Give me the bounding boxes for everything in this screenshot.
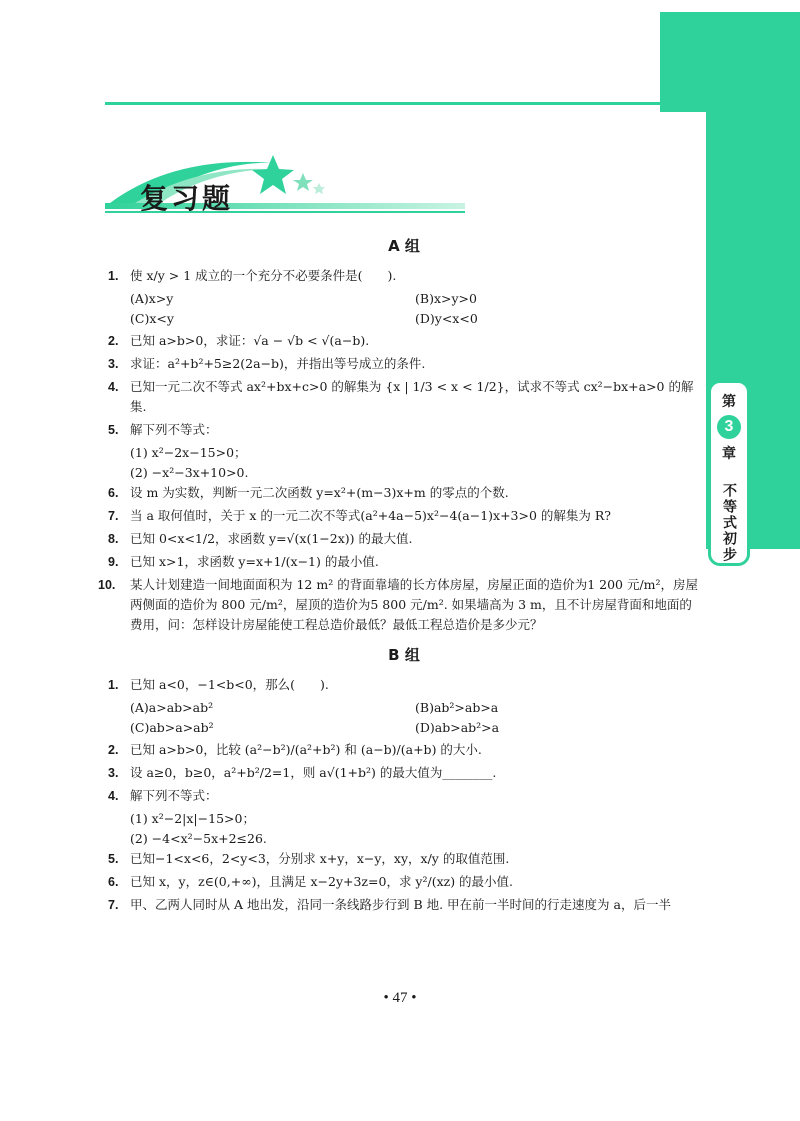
sub-item: (2) −4<x²−5x+2≤26. [130, 831, 267, 846]
problem-number: 7. [108, 898, 119, 912]
option: (B)ab²>ab>a [415, 700, 499, 715]
problem-content [98, 232, 700, 918]
options-a1 [108, 289, 700, 329]
group-b-title: B 组 [388, 646, 420, 664]
small-star-icon [313, 183, 325, 194]
problem-number: 6. [108, 875, 119, 889]
option: (A)x>y [130, 291, 174, 306]
option: (B)x>y>0 [415, 291, 477, 306]
options-b1 [108, 698, 700, 738]
problem-text: 已知 a<0，−1<b<0，那么( ). [130, 677, 329, 692]
problem-text: 解下列不等式： [130, 788, 218, 803]
problem-b2 [108, 740, 700, 760]
problem-text: 求证：a²+b²+5≥2(2a−b)，并指出等号成立的条件. [130, 356, 426, 371]
sub-item: (1) x²−2|x|−15>0； [130, 811, 255, 826]
option: (A)a>ab>ab² [130, 700, 214, 715]
problem-number: 4. [108, 789, 119, 803]
problem-number: 1. [108, 678, 119, 692]
problem-b5 [108, 849, 700, 869]
problem-b3 [108, 763, 700, 783]
problem-a10 [98, 575, 700, 635]
group-a-title: A 组 [388, 237, 420, 255]
chapter-title: 不等式初步 [721, 483, 737, 563]
option: (D)ab>ab²>a [415, 720, 500, 735]
medium-star-icon [293, 173, 313, 191]
problem-text: 已知 x>1，求函数 y=x+1/(x−1) 的最小值. [130, 554, 379, 569]
problem-number: 3. [108, 766, 119, 780]
problem-number: 2. [108, 334, 119, 348]
sub-item: (2) −x²−3x+10>0. [130, 465, 249, 480]
problem-number: 5. [108, 852, 119, 866]
problem-a4 [108, 377, 700, 417]
problem-number: 10. [98, 578, 116, 592]
problem-a2 [108, 331, 700, 351]
problem-text: 已知 a>b>0，求证：√a − √b < √(a−b). [130, 333, 370, 348]
problem-text: 某人计划建造一间地面面积为 12 m² 的背面靠墙的长方体房屋，房屋正面的造价为1 200 元/m²，房屋两侧面的造价为 800 元/m²，屋顶的造价为5 800 元/m². 如果墙高为 3 m，且不计房屋背面和地面的费用，问：怎样设计房屋能使工程总造价最低？最低工程总造价是多少元？ [130, 577, 699, 632]
problem-b4 [108, 786, 700, 806]
problem-number: 4. [108, 380, 119, 394]
problem-text: 设 m 为实数，判断一元二次函数 y=x²+(m−3)x+m 的零点的个数. [130, 485, 509, 500]
problem-b6 [108, 872, 700, 892]
problem-a6 [108, 483, 700, 503]
problem-text: 已知 a>b>0，比较 (a²−b²)/(a²+b²) 和 (a−b)/(a+b) 的大小. [130, 742, 482, 757]
problem-number: 8. [108, 532, 119, 546]
problem-number: 7. [108, 509, 119, 523]
sub-item: (1) x²−2x−15>0； [130, 445, 247, 460]
chapter-prefix: 第 [722, 394, 736, 410]
page-number: • 47 • [383, 990, 417, 1006]
problem-a5 [108, 420, 700, 440]
problem-text: 当 a 取何值时，关于 x 的一元二次不等式(a²+4a−5)x²−4(a−1)x+3>0 的解集为 R? [130, 508, 612, 523]
chapter-tab [708, 380, 750, 566]
problem-a3 [108, 354, 700, 374]
top-frame-line [105, 102, 700, 105]
problem-a1 [108, 266, 700, 286]
problem-text: 解下列不等式： [130, 422, 218, 437]
problem-text: 甲、乙两人同时从 A 地出发，沿同一条线路步行到 B 地. 甲在前一半时间的行走速度为 a，后一半 [130, 897, 671, 912]
side-frame-line [717, 130, 720, 380]
section-title: 复习题 [140, 182, 234, 215]
top-corner-band [660, 12, 800, 112]
problem-text: 已知一元二次不等式 ax²+bx+c>0 的解集为 {x | 1/3 < x < 1/2}，试求不等式 cx²−bx+a>0 的解集. [130, 379, 694, 414]
chapter-suffix: 章 [722, 446, 736, 462]
problem-number: 5. [108, 423, 119, 437]
problem-number: 9. [108, 555, 119, 569]
problem-text: 使 x/y > 1 成立的一个充分不必要条件是( ). [130, 268, 397, 283]
big-star-icon [252, 155, 294, 194]
problem-number: 3. [108, 357, 119, 371]
problem-a8 [108, 529, 700, 549]
problem-text: 已知 x，y，z∈(0,+∞)，且满足 x−2y+3z=0，求 y²/(xz) 的最小值. [130, 874, 514, 889]
problem-b7 [108, 895, 700, 915]
problem-b1 [108, 675, 700, 695]
problem-text: 已知−1<x<6，2<y<3，分别求 x+y，x−y，xy，x/y 的取值范围. [130, 851, 510, 866]
problem-a9 [108, 552, 700, 572]
problem-number: 1. [108, 269, 119, 283]
option: (D)y<x<0 [415, 311, 478, 326]
problem-number: 6. [108, 486, 119, 500]
problem-number: 2. [108, 743, 119, 757]
chapter-number: 3 [717, 415, 741, 439]
option: (C)x<y [130, 311, 174, 326]
option: (C)ab>a>ab² [130, 720, 214, 735]
problem-text: 设 a≥0，b≥0，a²+b²/2=1，则 a√(1+b²) 的最大值为________. [130, 765, 497, 780]
problem-a7 [108, 506, 700, 526]
problem-text: 已知 0<x<1/2，求函数 y=√(x(1−2x)) 的最大值. [130, 531, 413, 546]
